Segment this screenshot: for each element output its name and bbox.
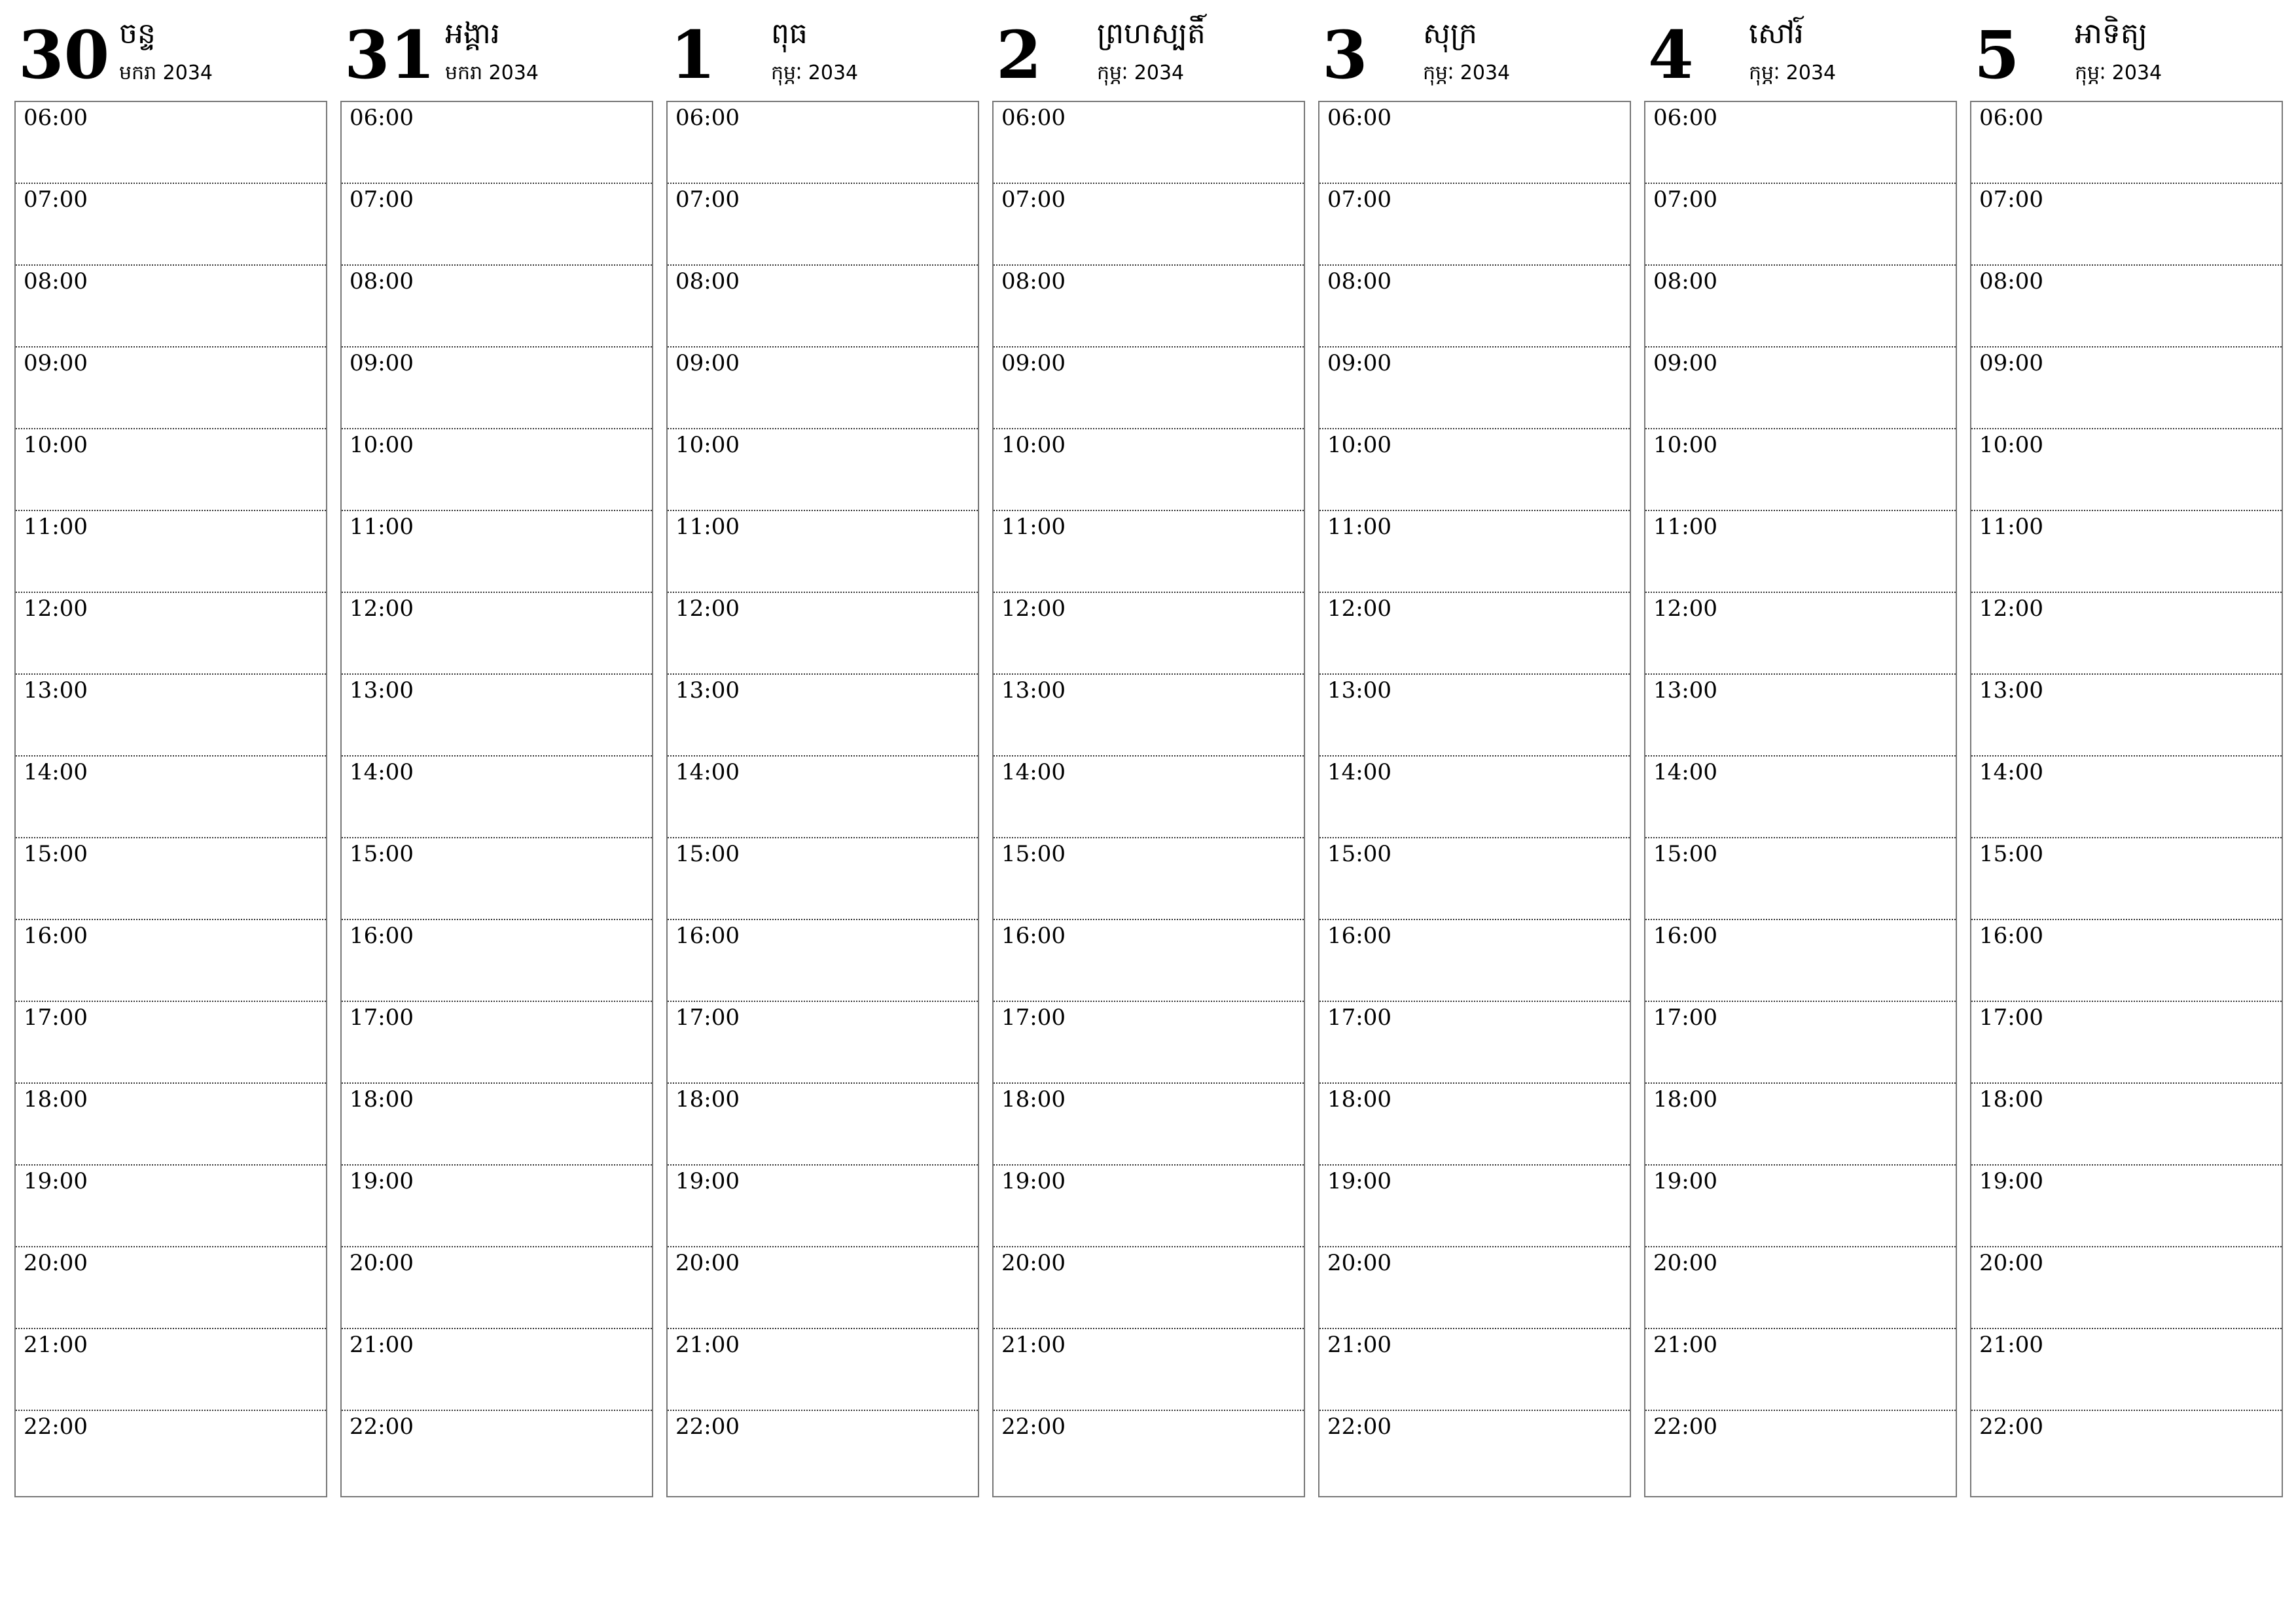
hour-grid bbox=[1970, 101, 2283, 1497]
hour-slot[interactable] bbox=[1319, 757, 1630, 838]
hour-slot[interactable] bbox=[16, 1411, 326, 1493]
hour-label: 09:00 bbox=[675, 350, 740, 376]
day-header bbox=[1318, 0, 1631, 98]
hour-grid bbox=[1318, 101, 1631, 1497]
hour-slot[interactable] bbox=[16, 1084, 326, 1166]
hour-label: 21:00 bbox=[1327, 1332, 1391, 1358]
hour-label: 21:00 bbox=[675, 1332, 740, 1358]
hour-slot[interactable] bbox=[16, 838, 326, 920]
hour-label: 15:00 bbox=[1327, 841, 1391, 867]
hour-slot[interactable] bbox=[1319, 1329, 1630, 1411]
hour-slot[interactable] bbox=[1971, 675, 2282, 757]
hour-label: 17:00 bbox=[675, 1005, 740, 1031]
hour-label: 12:00 bbox=[1327, 596, 1391, 622]
hour-label: 12:00 bbox=[350, 596, 414, 622]
hour-label: 14:00 bbox=[1327, 759, 1391, 785]
hour-slot[interactable] bbox=[1971, 511, 2282, 593]
hour-slot[interactable] bbox=[1319, 1247, 1630, 1329]
hour-label: 16:00 bbox=[1001, 923, 1066, 949]
hour-label: 08:00 bbox=[1001, 268, 1066, 294]
hour-slot[interactable] bbox=[1645, 511, 1956, 593]
hour-slot[interactable] bbox=[342, 1084, 652, 1166]
weekday-name: អាទិត្យ bbox=[2075, 17, 2147, 50]
hour-label: 12:00 bbox=[1979, 596, 2043, 622]
hour-label: 19:00 bbox=[675, 1168, 740, 1194]
hour-label: 12:00 bbox=[1653, 596, 1717, 622]
hour-label: 06:00 bbox=[1653, 105, 1717, 131]
hour-grid bbox=[1644, 101, 1957, 1497]
hour-slot[interactable] bbox=[1645, 1002, 1956, 1084]
hour-slot[interactable] bbox=[1971, 266, 2282, 348]
hour-slot[interactable] bbox=[1971, 429, 2282, 511]
hour-label: 19:00 bbox=[24, 1168, 88, 1194]
hour-slot[interactable] bbox=[1645, 1084, 1956, 1166]
hour-label: 18:00 bbox=[1979, 1086, 2043, 1113]
hour-label: 18:00 bbox=[24, 1086, 88, 1113]
hour-label: 21:00 bbox=[1979, 1332, 2043, 1358]
hour-label: 12:00 bbox=[1001, 596, 1066, 622]
hour-slot[interactable] bbox=[668, 838, 978, 920]
hour-label: 06:00 bbox=[350, 105, 414, 131]
hour-label: 17:00 bbox=[1001, 1005, 1066, 1031]
hour-slot[interactable] bbox=[1319, 593, 1630, 675]
hour-slot[interactable] bbox=[16, 1166, 326, 1247]
hour-label: 08:00 bbox=[1327, 268, 1391, 294]
hour-slot[interactable] bbox=[1645, 593, 1956, 675]
hour-slot[interactable] bbox=[1645, 266, 1956, 348]
hour-label: 11:00 bbox=[24, 514, 88, 540]
hour-label: 14:00 bbox=[1001, 759, 1066, 785]
hour-label: 09:00 bbox=[1979, 350, 2043, 376]
weekly-planner bbox=[14, 0, 2292, 1505]
hour-slot[interactable] bbox=[1971, 1002, 2282, 1084]
hour-slot[interactable] bbox=[16, 1002, 326, 1084]
hour-label: 20:00 bbox=[1327, 1250, 1391, 1276]
hour-label: 13:00 bbox=[350, 677, 414, 704]
hour-slot[interactable] bbox=[994, 511, 1304, 593]
hour-slot[interactable] bbox=[342, 1002, 652, 1084]
hour-slot[interactable] bbox=[994, 184, 1304, 266]
hour-slot[interactable] bbox=[1971, 1411, 2282, 1493]
hour-label: 06:00 bbox=[675, 105, 740, 131]
hour-label: 16:00 bbox=[24, 923, 88, 949]
hour-label: 22:00 bbox=[1979, 1414, 2043, 1440]
hour-slot[interactable] bbox=[1645, 1247, 1956, 1329]
hour-label: 13:00 bbox=[24, 677, 88, 704]
month-year: កុម្ភៈ 2034 bbox=[1749, 62, 1837, 84]
hour-label: 13:00 bbox=[1653, 677, 1717, 704]
hour-slot[interactable] bbox=[1319, 1084, 1630, 1166]
hour-label: 08:00 bbox=[24, 268, 88, 294]
month-year: មករា 2034 bbox=[445, 62, 539, 84]
hour-label: 15:00 bbox=[1001, 841, 1066, 867]
hour-label: 08:00 bbox=[350, 268, 414, 294]
hour-label: 18:00 bbox=[1653, 1086, 1717, 1113]
hour-label: 20:00 bbox=[24, 1250, 88, 1276]
hour-label: 14:00 bbox=[24, 759, 88, 785]
hour-slot[interactable] bbox=[342, 511, 652, 593]
hour-slot[interactable] bbox=[1971, 1166, 2282, 1247]
hour-slot[interactable] bbox=[994, 593, 1304, 675]
hour-label: 17:00 bbox=[1979, 1005, 2043, 1031]
hour-label: 16:00 bbox=[350, 923, 414, 949]
hour-slot[interactable] bbox=[1319, 429, 1630, 511]
hour-slot[interactable] bbox=[994, 1411, 1304, 1493]
hour-slot[interactable] bbox=[994, 1329, 1304, 1411]
weekday-name: អង្គារ bbox=[445, 17, 500, 50]
hour-label: 17:00 bbox=[1653, 1005, 1717, 1031]
hour-label: 20:00 bbox=[1979, 1250, 2043, 1276]
hour-slot[interactable] bbox=[994, 838, 1304, 920]
hour-label: 21:00 bbox=[1001, 1332, 1066, 1358]
hour-slot[interactable] bbox=[994, 675, 1304, 757]
hour-label: 21:00 bbox=[1653, 1332, 1717, 1358]
hour-label: 10:00 bbox=[1653, 432, 1717, 458]
hour-label: 12:00 bbox=[24, 596, 88, 622]
month-year: កុម្ភៈ 2034 bbox=[771, 62, 859, 84]
hour-slot[interactable] bbox=[16, 593, 326, 675]
hour-label: 08:00 bbox=[1653, 268, 1717, 294]
weekday-name: ពុធ bbox=[771, 17, 808, 50]
hour-slot[interactable] bbox=[668, 511, 978, 593]
day-header bbox=[340, 0, 653, 98]
hour-label: 16:00 bbox=[1979, 923, 2043, 949]
hour-slot[interactable] bbox=[1645, 757, 1956, 838]
hour-label: 13:00 bbox=[1327, 677, 1391, 704]
hour-label: 13:00 bbox=[1001, 677, 1066, 704]
hour-slot[interactable] bbox=[1319, 838, 1630, 920]
hour-slot[interactable] bbox=[668, 1247, 978, 1329]
hour-slot[interactable] bbox=[342, 102, 652, 184]
hour-slot[interactable] bbox=[668, 920, 978, 1002]
hour-slot[interactable] bbox=[342, 1411, 652, 1493]
hour-label: 16:00 bbox=[675, 923, 740, 949]
hour-slot[interactable] bbox=[994, 266, 1304, 348]
hour-label: 07:00 bbox=[675, 187, 740, 213]
day-header bbox=[666, 0, 979, 98]
hour-slot[interactable] bbox=[1645, 429, 1956, 511]
hour-slot[interactable] bbox=[1971, 1247, 2282, 1329]
hour-slot[interactable] bbox=[342, 429, 652, 511]
hour-slot[interactable] bbox=[16, 1247, 326, 1329]
hour-label: 17:00 bbox=[350, 1005, 414, 1031]
hour-label: 15:00 bbox=[24, 841, 88, 867]
day-number: 3 bbox=[1322, 16, 1368, 94]
hour-label: 19:00 bbox=[1327, 1168, 1391, 1194]
hour-label: 19:00 bbox=[1653, 1168, 1717, 1194]
hour-label: 20:00 bbox=[675, 1250, 740, 1276]
hour-slot[interactable] bbox=[994, 1084, 1304, 1166]
hour-slot[interactable] bbox=[1319, 184, 1630, 266]
hour-slot[interactable] bbox=[1971, 1329, 2282, 1411]
hour-slot[interactable] bbox=[342, 184, 652, 266]
hour-slot[interactable] bbox=[1319, 1002, 1630, 1084]
hour-label: 16:00 bbox=[1653, 923, 1717, 949]
hour-slot[interactable] bbox=[342, 757, 652, 838]
hour-slot[interactable] bbox=[1645, 102, 1956, 184]
hour-label: 07:00 bbox=[1001, 187, 1066, 213]
hour-slot[interactable] bbox=[16, 348, 326, 429]
hour-slot[interactable] bbox=[342, 1329, 652, 1411]
hour-label: 19:00 bbox=[1001, 1168, 1066, 1194]
hour-slot[interactable] bbox=[668, 757, 978, 838]
hour-label: 08:00 bbox=[1979, 268, 2043, 294]
weekday-name: សុក្រ bbox=[1423, 17, 1477, 50]
hour-slot[interactable] bbox=[1971, 1084, 2282, 1166]
hour-label: 07:00 bbox=[1653, 187, 1717, 213]
hour-slot[interactable] bbox=[342, 1166, 652, 1247]
hour-slot[interactable] bbox=[1319, 1166, 1630, 1247]
hour-slot[interactable] bbox=[342, 920, 652, 1002]
hour-slot[interactable] bbox=[1319, 348, 1630, 429]
hour-label: 11:00 bbox=[675, 514, 740, 540]
day-column bbox=[14, 0, 327, 1499]
hour-slot[interactable] bbox=[342, 675, 652, 757]
hour-label: 10:00 bbox=[350, 432, 414, 458]
hour-slot[interactable] bbox=[1971, 757, 2282, 838]
hour-slot[interactable] bbox=[1319, 511, 1630, 593]
hour-label: 15:00 bbox=[1653, 841, 1717, 867]
month-year: កុម្ភៈ 2034 bbox=[1097, 62, 1185, 84]
hour-slot[interactable] bbox=[668, 1411, 978, 1493]
hour-label: 09:00 bbox=[1653, 350, 1717, 376]
day-column bbox=[1644, 0, 1957, 1499]
hour-grid bbox=[666, 101, 979, 1497]
hour-slot[interactable] bbox=[1645, 348, 1956, 429]
hour-label: 19:00 bbox=[1979, 1168, 2043, 1194]
hour-slot[interactable] bbox=[342, 348, 652, 429]
hour-label: 07:00 bbox=[1979, 187, 2043, 213]
hour-slot[interactable] bbox=[16, 429, 326, 511]
hour-label: 09:00 bbox=[1001, 350, 1066, 376]
hour-slot[interactable] bbox=[1319, 675, 1630, 757]
hour-label: 14:00 bbox=[350, 759, 414, 785]
day-column bbox=[340, 0, 653, 1499]
day-number: 1 bbox=[670, 16, 716, 94]
day-number: 4 bbox=[1648, 16, 1694, 94]
day-header bbox=[1970, 0, 2283, 98]
month-year: កុម្ភៈ 2034 bbox=[2075, 62, 2162, 84]
hour-grid bbox=[992, 101, 1305, 1497]
hour-label: 13:00 bbox=[675, 677, 740, 704]
hour-label: 11:00 bbox=[1653, 514, 1717, 540]
hour-label: 06:00 bbox=[1001, 105, 1066, 131]
hour-slot[interactable] bbox=[994, 1002, 1304, 1084]
hour-slot[interactable] bbox=[668, 184, 978, 266]
hour-slot[interactable] bbox=[668, 675, 978, 757]
hour-label: 10:00 bbox=[675, 432, 740, 458]
hour-slot[interactable] bbox=[994, 757, 1304, 838]
hour-label: 15:00 bbox=[1979, 841, 2043, 867]
hour-slot[interactable] bbox=[1319, 266, 1630, 348]
day-header bbox=[14, 0, 327, 98]
hour-label: 22:00 bbox=[1653, 1414, 1717, 1440]
hour-slot[interactable] bbox=[668, 593, 978, 675]
hour-label: 08:00 bbox=[675, 268, 740, 294]
hour-label: 22:00 bbox=[350, 1414, 414, 1440]
hour-slot[interactable] bbox=[1319, 1411, 1630, 1493]
hour-slot[interactable] bbox=[668, 1084, 978, 1166]
hour-label: 11:00 bbox=[1327, 514, 1391, 540]
hour-label: 18:00 bbox=[350, 1086, 414, 1113]
hour-label: 14:00 bbox=[1653, 759, 1717, 785]
day-column bbox=[1318, 0, 1631, 1499]
hour-slot[interactable] bbox=[994, 348, 1304, 429]
hour-slot[interactable] bbox=[1971, 838, 2282, 920]
hour-label: 07:00 bbox=[1327, 187, 1391, 213]
hour-slot[interactable] bbox=[16, 511, 326, 593]
hour-label: 20:00 bbox=[350, 1250, 414, 1276]
hour-label: 17:00 bbox=[1327, 1005, 1391, 1031]
hour-label: 07:00 bbox=[350, 187, 414, 213]
hour-label: 22:00 bbox=[675, 1414, 740, 1440]
weekday-name: ព្រហស្បតិ៍ bbox=[1097, 17, 1206, 50]
day-number: 2 bbox=[996, 16, 1042, 94]
hour-slot[interactable] bbox=[1319, 102, 1630, 184]
hour-label: 10:00 bbox=[1979, 432, 2043, 458]
hour-slot[interactable] bbox=[16, 102, 326, 184]
hour-slot[interactable] bbox=[1645, 920, 1956, 1002]
hour-slot[interactable] bbox=[1971, 593, 2282, 675]
hour-slot[interactable] bbox=[668, 102, 978, 184]
hour-label: 13:00 bbox=[1979, 677, 2043, 704]
hour-slot[interactable] bbox=[1971, 184, 2282, 266]
hour-label: 22:00 bbox=[1327, 1414, 1391, 1440]
hour-label: 06:00 bbox=[1979, 105, 2043, 131]
hour-slot[interactable] bbox=[668, 348, 978, 429]
hour-label: 21:00 bbox=[24, 1332, 88, 1358]
hour-slot[interactable] bbox=[1645, 184, 1956, 266]
hour-label: 20:00 bbox=[1001, 1250, 1066, 1276]
hour-slot[interactable] bbox=[668, 1329, 978, 1411]
hour-label: 07:00 bbox=[24, 187, 88, 213]
hour-label: 06:00 bbox=[24, 105, 88, 131]
day-header bbox=[992, 0, 1305, 98]
hour-label: 09:00 bbox=[1327, 350, 1391, 376]
day-column bbox=[992, 0, 1305, 1499]
hour-label: 22:00 bbox=[24, 1414, 88, 1440]
hour-slot[interactable] bbox=[1645, 1329, 1956, 1411]
hour-label: 21:00 bbox=[350, 1332, 414, 1358]
hour-grid bbox=[340, 101, 653, 1497]
hour-slot[interactable] bbox=[668, 429, 978, 511]
weekday-name: ចន្ទ bbox=[119, 17, 156, 50]
hour-slot[interactable] bbox=[1971, 102, 2282, 184]
hour-label: 10:00 bbox=[1327, 432, 1391, 458]
hour-slot[interactable] bbox=[342, 266, 652, 348]
hour-label: 14:00 bbox=[1979, 759, 2043, 785]
hour-slot[interactable] bbox=[668, 266, 978, 348]
hour-slot[interactable] bbox=[16, 266, 326, 348]
hour-slot[interactable] bbox=[1319, 920, 1630, 1002]
month-year: កុម្ភៈ 2034 bbox=[1423, 62, 1511, 84]
weekday-name: សៅរ៍ bbox=[1749, 17, 1804, 50]
hour-label: 10:00 bbox=[24, 432, 88, 458]
hour-label: 11:00 bbox=[1979, 514, 2043, 540]
hour-slot[interactable] bbox=[1645, 1411, 1956, 1493]
hour-slot[interactable] bbox=[342, 593, 652, 675]
day-number: 31 bbox=[344, 16, 436, 94]
day-header bbox=[1644, 0, 1957, 98]
hour-slot[interactable] bbox=[1971, 920, 2282, 1002]
hour-slot[interactable] bbox=[16, 1329, 326, 1411]
hour-label: 19:00 bbox=[350, 1168, 414, 1194]
day-column bbox=[666, 0, 979, 1499]
hour-slot[interactable] bbox=[994, 102, 1304, 184]
hour-label: 06:00 bbox=[1327, 105, 1391, 131]
hour-slot[interactable] bbox=[1645, 1166, 1956, 1247]
hour-label: 20:00 bbox=[1653, 1250, 1717, 1276]
hour-label: 11:00 bbox=[350, 514, 414, 540]
hour-label: 09:00 bbox=[350, 350, 414, 376]
hour-slot[interactable] bbox=[668, 1002, 978, 1084]
hour-label: 16:00 bbox=[1327, 923, 1391, 949]
hour-slot[interactable] bbox=[16, 920, 326, 1002]
hour-label: 15:00 bbox=[350, 841, 414, 867]
hour-slot[interactable] bbox=[342, 1247, 652, 1329]
hour-slot[interactable] bbox=[994, 920, 1304, 1002]
hour-label: 10:00 bbox=[1001, 432, 1066, 458]
hour-slot[interactable] bbox=[1645, 838, 1956, 920]
hour-label: 17:00 bbox=[24, 1005, 88, 1031]
hour-slot[interactable] bbox=[16, 675, 326, 757]
hour-slot[interactable] bbox=[16, 757, 326, 838]
hour-slot[interactable] bbox=[668, 1166, 978, 1247]
month-year: មករា 2034 bbox=[119, 62, 213, 84]
hour-grid bbox=[14, 101, 327, 1497]
hour-label: 14:00 bbox=[675, 759, 740, 785]
hour-slot[interactable] bbox=[994, 429, 1304, 511]
hour-slot[interactable] bbox=[16, 184, 326, 266]
hour-label: 22:00 bbox=[1001, 1414, 1066, 1440]
hour-label: 18:00 bbox=[675, 1086, 740, 1113]
day-column bbox=[1970, 0, 2283, 1499]
hour-slot[interactable] bbox=[994, 1166, 1304, 1247]
hour-label: 15:00 bbox=[675, 841, 740, 867]
day-number: 5 bbox=[1974, 16, 2020, 94]
hour-slot[interactable] bbox=[1645, 675, 1956, 757]
hour-slot[interactable] bbox=[1971, 348, 2282, 429]
day-number: 30 bbox=[18, 16, 110, 94]
hour-label: 12:00 bbox=[675, 596, 740, 622]
hour-label: 18:00 bbox=[1327, 1086, 1391, 1113]
hour-slot[interactable] bbox=[342, 838, 652, 920]
hour-label: 11:00 bbox=[1001, 514, 1066, 540]
hour-label: 09:00 bbox=[24, 350, 88, 376]
hour-slot[interactable] bbox=[994, 1247, 1304, 1329]
hour-label: 18:00 bbox=[1001, 1086, 1066, 1113]
